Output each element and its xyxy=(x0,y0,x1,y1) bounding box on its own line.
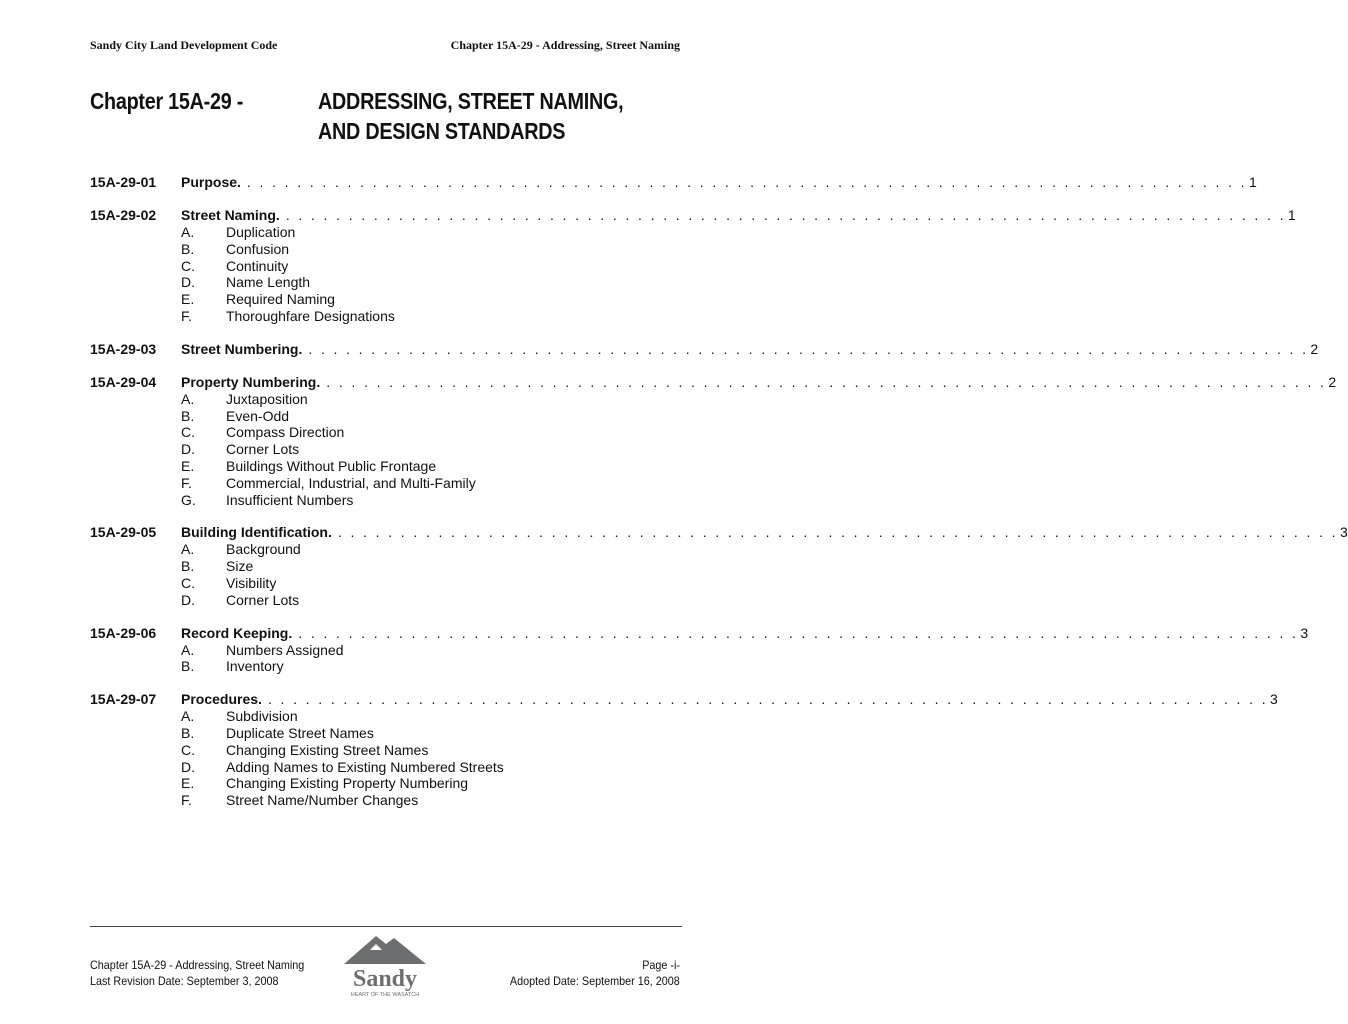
subsection-title: Visibility xyxy=(226,574,277,591)
subsection-letter: G. xyxy=(181,491,196,508)
toc-subentry xyxy=(90,759,682,776)
subsection-title: Required Naming xyxy=(226,291,335,308)
subsection-title: Buildings Without Public Frontage xyxy=(226,457,437,474)
section-page: 1 xyxy=(1248,174,1257,190)
subsection-title: Compass Direction xyxy=(226,424,345,441)
subsection-letter: A. xyxy=(181,541,195,558)
subsection-letter: D. xyxy=(181,591,195,608)
subsection-title: Inventory xyxy=(226,658,284,675)
subsection-letter: F. xyxy=(181,474,192,491)
section-title: Building Identification. xyxy=(181,524,332,541)
section-number: 15A-29-03 xyxy=(90,340,157,357)
subsection-title: Corner Lots xyxy=(226,591,300,608)
toc-subentry xyxy=(90,308,682,325)
toc-entry[interactable] xyxy=(90,373,1337,391)
section-title: Street Naming. xyxy=(181,207,280,223)
subsection-title: Changing Existing Street Names xyxy=(226,741,429,758)
subsection-letter: F. xyxy=(181,792,192,809)
subsection-letter: E. xyxy=(181,291,195,308)
subsection-title: Corner Lots xyxy=(226,441,300,458)
toc-subentry xyxy=(90,775,682,792)
subsection-title: Commercial, Industrial, and Multi-Family xyxy=(226,474,476,491)
subsection-title: Name Length xyxy=(226,274,311,291)
section-number: 15A-29-06 xyxy=(90,624,157,641)
toc-subentry xyxy=(90,558,682,575)
subsection-title: Subdivision xyxy=(226,708,298,725)
section-page: 2 xyxy=(1310,340,1319,357)
subsection-letter: E. xyxy=(181,775,195,792)
dot-leader: . . . . . . . . . . . . . . . . . . . . . . . . . . . . . . . . . . . . . . . . . . . . . . . . . . . . . . . . . . . . . . . . . . . . . . . . . . . . . . . . xyxy=(308,340,1309,357)
toc-subentry xyxy=(90,291,682,308)
section-number: 15A-29-04 xyxy=(90,373,157,390)
logo-tagline: HEART OF THE WASATCH xyxy=(350,992,420,998)
subsection-letter: B. xyxy=(181,240,195,257)
subsection-letter: A. xyxy=(181,708,195,725)
subsection-title: Continuity xyxy=(226,257,289,274)
section-entry xyxy=(181,524,1348,541)
toc-subentry xyxy=(90,224,682,241)
logo-word: Sandy xyxy=(352,966,418,992)
toc-subentry xyxy=(90,475,682,492)
toc-subentry xyxy=(90,274,682,291)
table-of-contents xyxy=(90,174,1348,825)
chapter-number: Chapter 15A-29 - xyxy=(90,88,244,114)
section-page: 3 xyxy=(1339,524,1348,541)
subsection-letter: B. xyxy=(181,407,195,424)
toc-section xyxy=(90,624,1309,676)
toc-entry[interactable] xyxy=(90,174,1257,191)
subsection-title: Background xyxy=(226,541,301,558)
toc-entry[interactable] xyxy=(90,207,1296,224)
subsection-title: Thoroughfare Designations xyxy=(226,307,395,324)
footer-adopted-date: Adopted Date: September 16, 2008 xyxy=(510,974,680,988)
subsection-title: Juxtaposition xyxy=(226,390,308,407)
section-number: 15A-29-02 xyxy=(90,207,157,223)
subsection-letter: C. xyxy=(181,257,195,274)
toc-section xyxy=(90,207,1296,325)
toc-subentry xyxy=(90,241,682,258)
section-title: Procedures. xyxy=(181,691,262,708)
subsection-letter: D. xyxy=(181,758,195,775)
section-page: 3 xyxy=(1270,691,1278,708)
subsection-title: Confusion xyxy=(226,240,290,257)
section-number: 15A-29-01 xyxy=(90,174,157,190)
dot-leader: . . . . . . . . . . . . . . . . . . . . . . . . . . . . . . . . . . . . . . . . . . . . . . . . . . . . . . . . . . . . . . . . . . . . . . . . . . . . . . . . xyxy=(337,524,1338,541)
section-page: 3 xyxy=(1300,624,1309,641)
subsection-title: Even-Odd xyxy=(226,407,290,424)
toc-subentry xyxy=(90,725,682,742)
subsection-letter: A. xyxy=(181,390,195,407)
footer-revision-date: Last Revision Date: September 3, 2008 xyxy=(90,974,279,988)
toc-subentry xyxy=(90,458,682,475)
toc-subentry xyxy=(90,642,682,659)
toc-subentry xyxy=(90,708,682,725)
toc-subentry xyxy=(90,441,682,458)
section-title: Record Keeping. xyxy=(181,624,293,641)
toc-entry[interactable] xyxy=(90,524,1348,541)
sandy-city-logo xyxy=(330,930,440,1000)
toc-subentry xyxy=(90,424,682,441)
footer-rule xyxy=(90,926,682,927)
section-entry xyxy=(181,691,1278,708)
dot-leader: . . . . . . . . . . . . . . . . . . . . . . . . . . . . . . . . . . . . . . . . . . . . . . . . . . . . . . . . . . . . . . . . . . . . . . . . . . . . . . . . xyxy=(298,624,1299,641)
section-title: Purpose. xyxy=(181,174,241,190)
subsection-title: Adding Names to Existing Numbered Streets xyxy=(226,758,504,775)
dot-leader: . . . . . . . . . . . . . . . . . . . . . . . . . . . . . . . . . . . . . . . . . . . . . . . . . . . . . . . . . . . . . . . . . . . . . . . . . . . . . . . . xyxy=(326,373,1327,390)
toc-section xyxy=(90,524,1348,608)
chapter-title-line-2: AND DESIGN STANDARDS xyxy=(318,118,566,144)
toc-subentry xyxy=(90,258,682,275)
section-page: 1 xyxy=(1287,207,1296,223)
subsection-letter: B. xyxy=(181,658,195,675)
toc-section xyxy=(90,373,1337,509)
subsection-title: Insufficient Numbers xyxy=(226,491,354,508)
toc-entry[interactable] xyxy=(90,624,1309,642)
running-header-left: Sandy City Land Development Code xyxy=(90,38,278,52)
section-page: 2 xyxy=(1328,373,1337,390)
subsection-title: Duplication xyxy=(226,224,296,240)
section-title: Property Numbering. xyxy=(181,373,321,390)
section-entry xyxy=(181,174,1257,191)
subsection-letter: F. xyxy=(181,307,192,324)
subsection-title: Changing Existing Property Numbering xyxy=(226,775,469,792)
footer-chapter: Chapter 15A-29 - Addressing, Street Naming xyxy=(90,958,305,972)
subsection-title: Size xyxy=(226,558,254,575)
toc-entry[interactable] xyxy=(90,340,1319,358)
subsection-title: Street Name/Number Changes xyxy=(226,792,419,809)
toc-subentry xyxy=(90,792,682,809)
toc-subentry xyxy=(90,658,682,675)
toc-subentry xyxy=(90,575,682,592)
toc-subentry xyxy=(90,391,682,408)
subsection-letter: B. xyxy=(181,724,195,741)
running-header-right: Chapter 15A-29 - Addressing, Street Naming xyxy=(450,38,680,52)
toc-section xyxy=(90,340,1319,358)
logo-mountain-icon xyxy=(344,936,426,964)
section-title: Street Numbering. xyxy=(181,340,303,357)
subsection-letter: D. xyxy=(181,441,195,458)
section-entry xyxy=(181,207,1296,224)
section-entry xyxy=(181,624,1309,642)
footer-page-number: Page -i- xyxy=(642,958,680,972)
toc-subentry xyxy=(90,492,682,509)
section-number: 15A-29-07 xyxy=(90,691,157,708)
toc-section xyxy=(90,691,1278,809)
section-entry xyxy=(181,373,1337,391)
section-number: 15A-29-05 xyxy=(90,524,157,541)
chapter-title-line-1: ADDRESSING, STREET NAMING, xyxy=(318,88,624,114)
dot-leader: . . . . . . . . . . . . . . . . . . . . . . . . . . . . . . . . . . . . . . . . . . . . . . . . . . . . . . . . . . . . . . . . . . . . . . . . . . . . . . . . xyxy=(285,207,1286,223)
subsection-letter: D. xyxy=(181,274,195,291)
subsection-letter: C. xyxy=(181,741,195,758)
subsection-letter: A. xyxy=(181,641,195,658)
subsection-letter: B. xyxy=(181,558,195,575)
section-entry xyxy=(181,340,1319,358)
dot-leader: . . . . . . . . . . . . . . . . . . . . . . . . . . . . . . . . . . . . . . . . . . . . . . . . . . . . . . . . . . . . . . . . . . . . . . . . . . . . . . . . xyxy=(267,691,1268,708)
toc-subentry xyxy=(90,742,682,759)
subsection-letter: E. xyxy=(181,457,195,474)
dot-leader: . . . . . . . . . . . . . . . . . . . . . . . . . . . . . . . . . . . . . . . . . . . . . . . . . . . . . . . . . . . . . . . . . . . . . . . . . . . . . . . . xyxy=(246,174,1247,190)
subsection-letter: C. xyxy=(181,424,195,441)
subsection-title: Duplicate Street Names xyxy=(226,724,374,741)
subsection-letter: C. xyxy=(181,574,195,591)
subsection-letter: A. xyxy=(181,224,195,240)
subsection-title: Numbers Assigned xyxy=(226,641,344,658)
toc-subentry xyxy=(90,408,682,425)
toc-subentry xyxy=(90,541,682,558)
toc-subentry xyxy=(90,592,682,609)
chapter-title xyxy=(318,86,623,146)
toc-section xyxy=(90,174,1257,191)
toc-entry[interactable] xyxy=(90,691,1278,708)
